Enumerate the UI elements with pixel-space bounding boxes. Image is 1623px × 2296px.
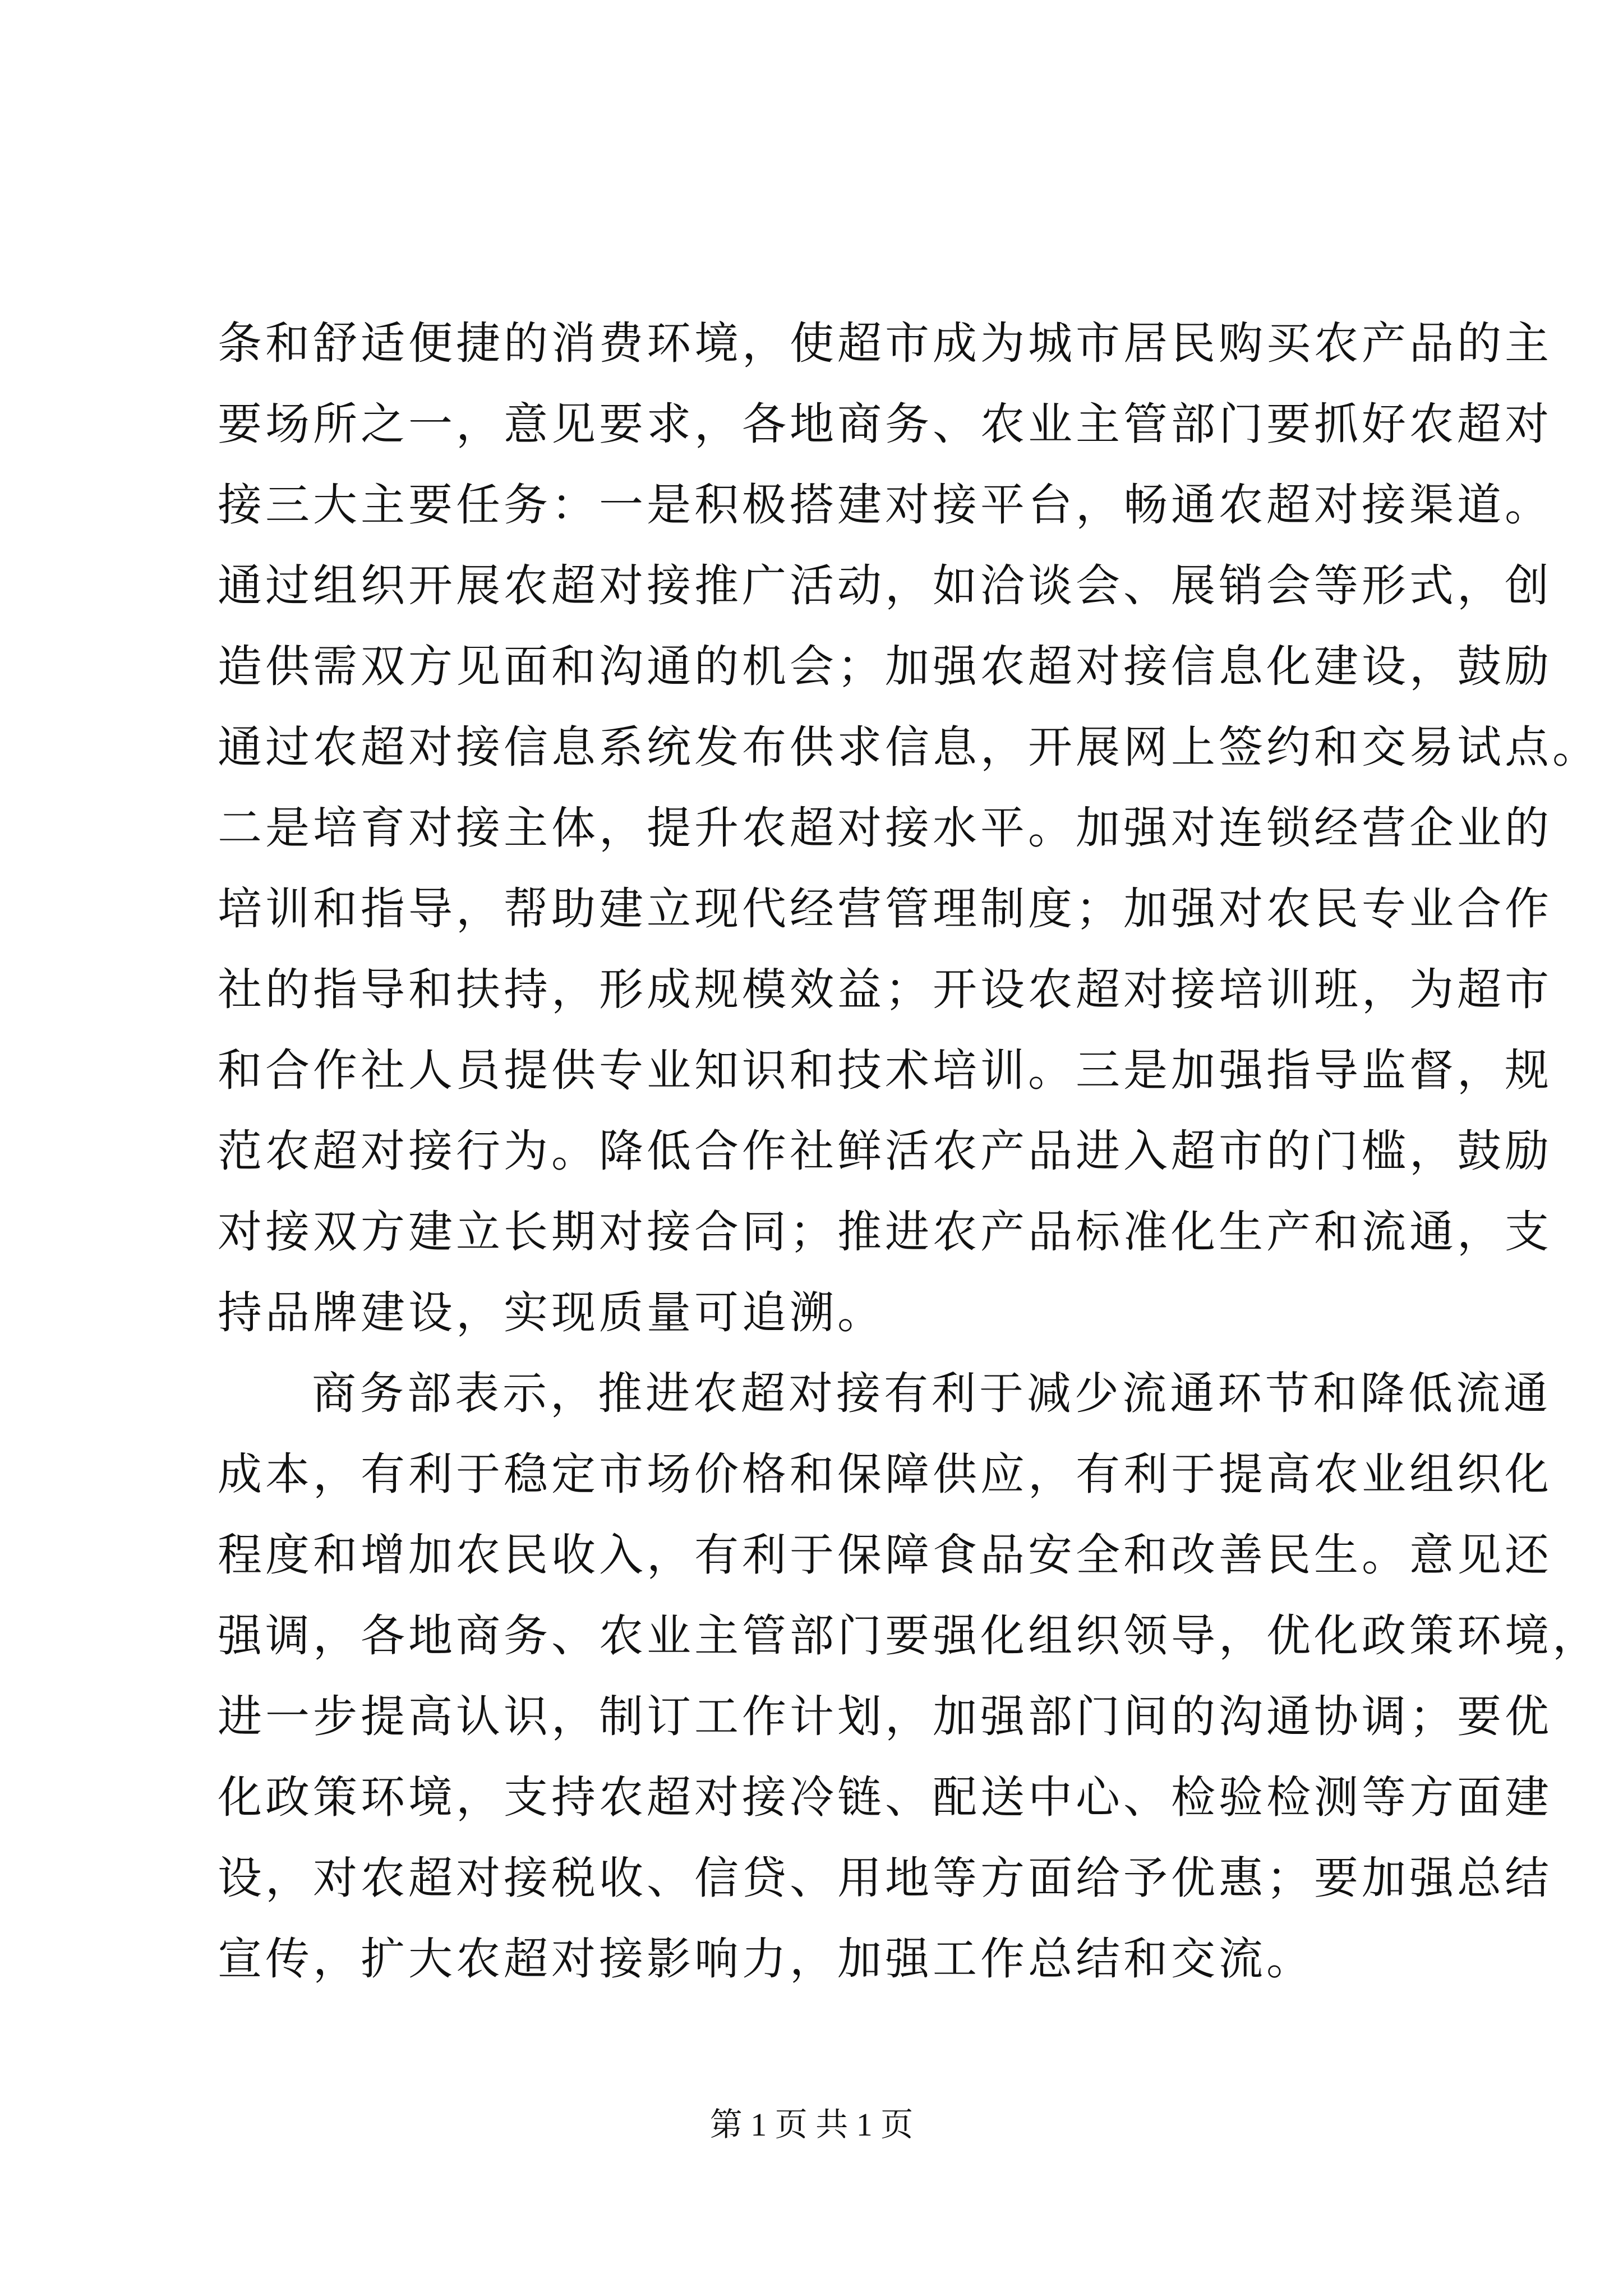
paragraph-1-line: 要场所之一，意见要求，各地商务、农业主管部门要抓好农超对 xyxy=(218,398,1552,450)
paragraph-1-line: 通过农超对接信息系统发布供求信息，开展网上签约和交易试点。 xyxy=(218,721,1600,773)
paragraph-1-line: 通过组织开展农超对接推广活动，如洽谈会、展销会等形式，创 xyxy=(218,560,1552,611)
paragraph-1-line: 条和舒适便捷的消费环境，使超市成为城市居民购买农产品的主 xyxy=(218,318,1552,369)
paragraph-2-line: 成本，有利于稳定市场价格和保障供应，有利于提高农业组织化 xyxy=(218,1448,1552,1500)
paragraph-1-line: 范农超对接行为。降低合作社鲜活农产品进入超市的门槛，鼓励 xyxy=(218,1125,1552,1177)
paragraph-1-line: 培训和指导，帮助建立现代经营管理制度；加强对农民专业合作 xyxy=(218,883,1552,935)
paragraph-1-line: 和合作社人员提供专业知识和技术培训。三是加强指导监督，规 xyxy=(218,1045,1552,1096)
document-body xyxy=(218,303,1600,1999)
paragraph-2-line: 宣传，扩大农超对接影响力，加强工作总结和交流。 xyxy=(218,1933,1314,1985)
page-number-footer: 第 1 页 共 1 页 xyxy=(709,2106,914,2143)
paragraph-2-line: 化政策环境，支持农超对接冷链、配送中心、检验检测等方面建 xyxy=(218,1772,1552,1823)
paragraph-1-line: 社的指导和扶持，形成规模效益；开设农超对接培训班，为超市 xyxy=(218,964,1552,1015)
paragraph-2-line: 商务部表示，推进农超对接有利于减少流通环节和降低流通 xyxy=(312,1368,1551,1419)
paragraph-1-line: 持品牌建设，实现质量可追溯。 xyxy=(218,1287,885,1338)
paragraph-1-line: 造供需双方见面和沟通的机会；加强农超对接信息化建设，鼓励 xyxy=(218,641,1552,692)
paragraph-2-line: 设，对农超对接税收、信贷、用地等方面给予优惠；要加强总结 xyxy=(218,1852,1552,1904)
paragraph-1-line: 对接双方建立长期对接合同；推进农产品标准化生产和流通，支 xyxy=(218,1206,1552,1258)
paragraph-2-line: 进一步提高认识，制订工作计划，加强部门间的沟通协调；要优 xyxy=(218,1691,1552,1742)
paragraph-1-line: 二是培育对接主体，提升农超对接水平。加强对连锁经营企业的 xyxy=(218,802,1552,854)
paragraph-2-line: 强调，各地商务、农业主管部门要强化组织领导，优化政策环境， xyxy=(218,1610,1600,1662)
paragraph-1-line: 接三大主要任务：一是积极搭建对接平台，畅通农超对接渠道。 xyxy=(218,479,1552,531)
paragraph-2-line: 程度和增加农民收入，有利于保障食品安全和改善民生。意见还 xyxy=(218,1529,1552,1581)
